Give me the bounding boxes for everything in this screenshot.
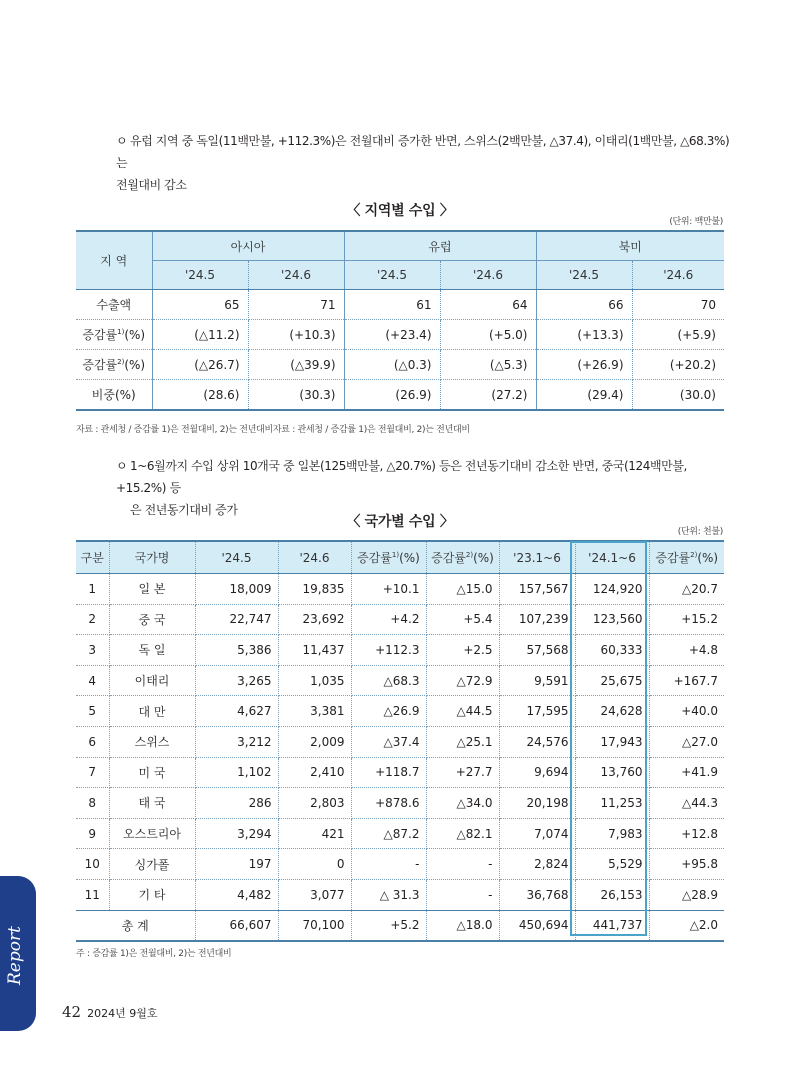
- table-cell: 일 본: [109, 574, 195, 605]
- table-cell: 22,747: [195, 604, 278, 635]
- table-cell: (△11.2): [152, 320, 248, 350]
- period-header: '24.5: [344, 261, 440, 290]
- table-cell: 157,567: [499, 574, 575, 605]
- table-cell: △18.0: [426, 910, 499, 941]
- table-cell: 450,694: [499, 910, 575, 941]
- col-header: '24.6: [278, 541, 351, 574]
- table-row: [76, 290, 724, 320]
- col-header: 구분: [76, 541, 109, 574]
- side-tab-label: Report: [5, 926, 25, 986]
- table-cell: 싱가폴: [109, 849, 195, 880]
- table-cell: 9,591: [499, 665, 575, 696]
- table-row: [76, 635, 724, 666]
- table-cell: +10.1: [351, 574, 426, 605]
- table-cell: (△0.3): [344, 350, 440, 380]
- table-cell: 10: [76, 849, 109, 880]
- table-cell: 61: [344, 290, 440, 320]
- table-cell: 2,803: [278, 788, 351, 819]
- table-cell: (30.0): [632, 380, 724, 411]
- table-cell: 9: [76, 818, 109, 849]
- table-cell: +878.6: [351, 788, 426, 819]
- table-cell: 26,153: [575, 879, 649, 910]
- table-cell: 5,386: [195, 635, 278, 666]
- row-label: 비중(%): [76, 380, 152, 411]
- table-cell: 70: [632, 290, 724, 320]
- table-cell: 20,198: [499, 788, 575, 819]
- table-cell: 3,265: [195, 665, 278, 696]
- table-cell: (+10.3): [248, 320, 344, 350]
- table-row: [76, 574, 724, 605]
- table-cell: 2: [76, 604, 109, 635]
- table-unit: (단위: 백만불): [669, 217, 723, 227]
- table-cell: 1: [76, 574, 109, 605]
- table-cell: △72.9: [426, 665, 499, 696]
- table-row: [76, 380, 724, 411]
- table-cell: +118.7: [351, 757, 426, 788]
- table-cell: 1,035: [278, 665, 351, 696]
- paragraph-line: 은 전년동기대비 증가: [130, 503, 238, 517]
- table-cell: 107,239: [499, 604, 575, 635]
- table-cell: (29.4): [536, 380, 632, 411]
- table-cell: △ 31.3: [351, 879, 426, 910]
- table-note: 자료 : 관세청 / 증감률 1)은 전월대비, 2)는 전년대비자료 : 관세청 / 증감률 1)은 전월대비, 2)는 전년대비: [76, 425, 470, 435]
- table-cell: 3,077: [278, 879, 351, 910]
- table-cell: 3,294: [195, 818, 278, 849]
- table-cell: 3: [76, 635, 109, 666]
- paragraph-line: 전월대비 감소: [116, 178, 187, 192]
- table-row: [76, 818, 724, 849]
- table-cell: 2,410: [278, 757, 351, 788]
- table-cell: 66,607: [195, 910, 278, 941]
- table-row: [76, 788, 724, 819]
- table-row: [76, 849, 724, 880]
- table-cell: +40.0: [649, 696, 724, 727]
- table-cell: △27.0: [649, 726, 724, 757]
- group-header: 아시아: [152, 231, 344, 261]
- table-cell: 18,009: [195, 574, 278, 605]
- table-cell: (△5.3): [440, 350, 536, 380]
- table-cell: +5.2: [351, 910, 426, 941]
- table-cell: 17,595: [499, 696, 575, 727]
- table-cell: △25.1: [426, 726, 499, 757]
- col-header: '24.1~6: [575, 541, 649, 574]
- table-cell: △28.9: [649, 879, 724, 910]
- table-cell: 중 국: [109, 604, 195, 635]
- row-label: 증감률$^{1)}$(%): [76, 320, 152, 350]
- table-cell: 0: [278, 849, 351, 880]
- table-cell: +95.8: [649, 849, 724, 880]
- table-cell: 24,576: [499, 726, 575, 757]
- group-header: 유럽: [344, 231, 536, 261]
- table-cell: -: [351, 849, 426, 880]
- table-cell: 4: [76, 665, 109, 696]
- row-label: 증감률$^{2)}$(%): [76, 350, 152, 380]
- table-cell: 57,568: [499, 635, 575, 666]
- col-header: 증감률$^{2)}$(%): [426, 541, 499, 574]
- table-cell: (+26.9): [536, 350, 632, 380]
- table-cell: 8: [76, 788, 109, 819]
- region-import-table: [76, 230, 724, 411]
- table-cell: 17,943: [575, 726, 649, 757]
- table-row: [76, 604, 724, 635]
- table-cell: (+5.0): [440, 320, 536, 350]
- period-header: '24.6: [632, 261, 724, 290]
- table-cell: 441,737: [575, 910, 649, 941]
- table-cell: 7: [76, 757, 109, 788]
- table-cell: △82.1: [426, 818, 499, 849]
- table-cell: 기 타: [109, 879, 195, 910]
- col-header: 국가명: [109, 541, 195, 574]
- table-cell: 66: [536, 290, 632, 320]
- table-cell: 7,074: [499, 818, 575, 849]
- table-cell: (△26.7): [152, 350, 248, 380]
- col-header: 증감률$^{2)}$(%): [649, 541, 724, 574]
- table-cell: 64: [440, 290, 536, 320]
- table-cell: 5,529: [575, 849, 649, 880]
- table-cell: △44.3: [649, 788, 724, 819]
- table-cell: +15.2: [649, 604, 724, 635]
- page-number: 42: [62, 1003, 82, 1021]
- bullet: ㅇ: [116, 134, 128, 148]
- table-row: [76, 726, 724, 757]
- table-cell: △68.3: [351, 665, 426, 696]
- table-cell: +5.4: [426, 604, 499, 635]
- table-cell: -: [426, 879, 499, 910]
- row-label: 수출액: [76, 290, 152, 320]
- table-cell: 19,835: [278, 574, 351, 605]
- bullet: ㅇ: [116, 459, 128, 473]
- table-cell: 70,100: [278, 910, 351, 941]
- table-cell: 71: [248, 290, 344, 320]
- table-cell: △2.0: [649, 910, 724, 941]
- table-row: [76, 696, 724, 727]
- table-cell: 197: [195, 849, 278, 880]
- table-cell: (+5.9): [632, 320, 724, 350]
- table-cell: 3,381: [278, 696, 351, 727]
- table-cell: 스위스: [109, 726, 195, 757]
- table-cell: 7,983: [575, 818, 649, 849]
- table-note: 주 : 증감률 1)은 전월대비, 2)는 전년대비: [76, 949, 232, 959]
- table-cell: 2,009: [278, 726, 351, 757]
- group-header: 북미: [536, 231, 724, 261]
- page-footer: [62, 1003, 157, 1021]
- table-cell: (26.9): [344, 380, 440, 411]
- col-header: '23.1~6: [499, 541, 575, 574]
- table-cell: 1,102: [195, 757, 278, 788]
- table-cell: △87.2: [351, 818, 426, 849]
- table-cell: 25,675: [575, 665, 649, 696]
- table-cell: 36,768: [499, 879, 575, 910]
- table-cell: 11,253: [575, 788, 649, 819]
- table-cell: △15.0: [426, 574, 499, 605]
- table-cell: +4.8: [649, 635, 724, 666]
- period-header: '24.6: [440, 261, 536, 290]
- table-cell: 11,437: [278, 635, 351, 666]
- table-cell: 3,212: [195, 726, 278, 757]
- table-cell: +27.7: [426, 757, 499, 788]
- table-cell: 13,760: [575, 757, 649, 788]
- table-cell: △44.5: [426, 696, 499, 727]
- table-cell: 123,560: [575, 604, 649, 635]
- country-import-table: [76, 540, 724, 942]
- table-cell: 대 만: [109, 696, 195, 727]
- table-cell: -: [426, 849, 499, 880]
- table-cell: 23,692: [278, 604, 351, 635]
- table-cell: (27.2): [440, 380, 536, 411]
- table-cell: 60,333: [575, 635, 649, 666]
- total-label: 총 계: [76, 910, 195, 941]
- table-cell: 286: [195, 788, 278, 819]
- table-cell: (+23.4): [344, 320, 440, 350]
- table-cell: 124,920: [575, 574, 649, 605]
- table-cell: 4,627: [195, 696, 278, 727]
- table-cell: 11: [76, 879, 109, 910]
- paragraph-line: 유럽 지역 중 독일(11백만불, +112.3%)은 전월대비 증가한 반면, 스위스(2백만불, △37.4), 이태리(1백만불, △68.3%)는: [116, 134, 730, 170]
- table-cell: (+20.2): [632, 350, 724, 380]
- col-header: 증감률$^{1)}$(%): [351, 541, 426, 574]
- table-cell: 5: [76, 696, 109, 727]
- table-cell: 독 일: [109, 635, 195, 666]
- table-cell: 4,482: [195, 879, 278, 910]
- table-cell: 2,824: [499, 849, 575, 880]
- issue-label: 2024년 9월호: [87, 1007, 158, 1020]
- table-cell: (+13.3): [536, 320, 632, 350]
- table-row: [76, 665, 724, 696]
- total-row: [76, 910, 724, 941]
- table-cell: △20.7: [649, 574, 724, 605]
- paragraph-europe: [116, 130, 736, 196]
- table-cell: 421: [278, 818, 351, 849]
- table-cell: 태 국: [109, 788, 195, 819]
- table-cell: +2.5: [426, 635, 499, 666]
- region-header: 지 역: [76, 231, 152, 290]
- table-cell: 6: [76, 726, 109, 757]
- table-cell: +12.8: [649, 818, 724, 849]
- period-header: '24.5: [536, 261, 632, 290]
- table-cell: 미 국: [109, 757, 195, 788]
- table-row: [76, 757, 724, 788]
- col-header: '24.5: [195, 541, 278, 574]
- table-title-country: 〈 국가별 수입 〉: [346, 514, 454, 530]
- table-row: [76, 320, 724, 350]
- table-cell: +41.9: [649, 757, 724, 788]
- table-cell: +112.3: [351, 635, 426, 666]
- table-cell: (30.3): [248, 380, 344, 411]
- period-header: '24.5: [152, 261, 248, 290]
- table-cell: △26.9: [351, 696, 426, 727]
- table-cell: 24,628: [575, 696, 649, 727]
- report-side-tab: [0, 876, 36, 1031]
- table-cell: (28.6): [152, 380, 248, 411]
- table-cell: △34.0: [426, 788, 499, 819]
- table-cell: 이태리: [109, 665, 195, 696]
- paragraph-line: 1~6월까지 수입 상위 10개국 중 일본(125백만불, △20.7%) 등은 전년동기대비 감소한 반면, 중국(124백만불, +15.2%) 등: [116, 459, 687, 495]
- table-cell: △37.4: [351, 726, 426, 757]
- table-cell: (△39.9): [248, 350, 344, 380]
- table-cell: 오스트리아: [109, 818, 195, 849]
- table-unit: (단위: 천불): [677, 527, 723, 537]
- table-cell: 65: [152, 290, 248, 320]
- table-cell: +167.7: [649, 665, 724, 696]
- table-title-region: 〈 지역별 수입 〉: [346, 203, 454, 219]
- table-row: [76, 879, 724, 910]
- table-cell: +4.2: [351, 604, 426, 635]
- period-header: '24.6: [248, 261, 344, 290]
- table-cell: 9,694: [499, 757, 575, 788]
- table-row: [76, 350, 724, 380]
